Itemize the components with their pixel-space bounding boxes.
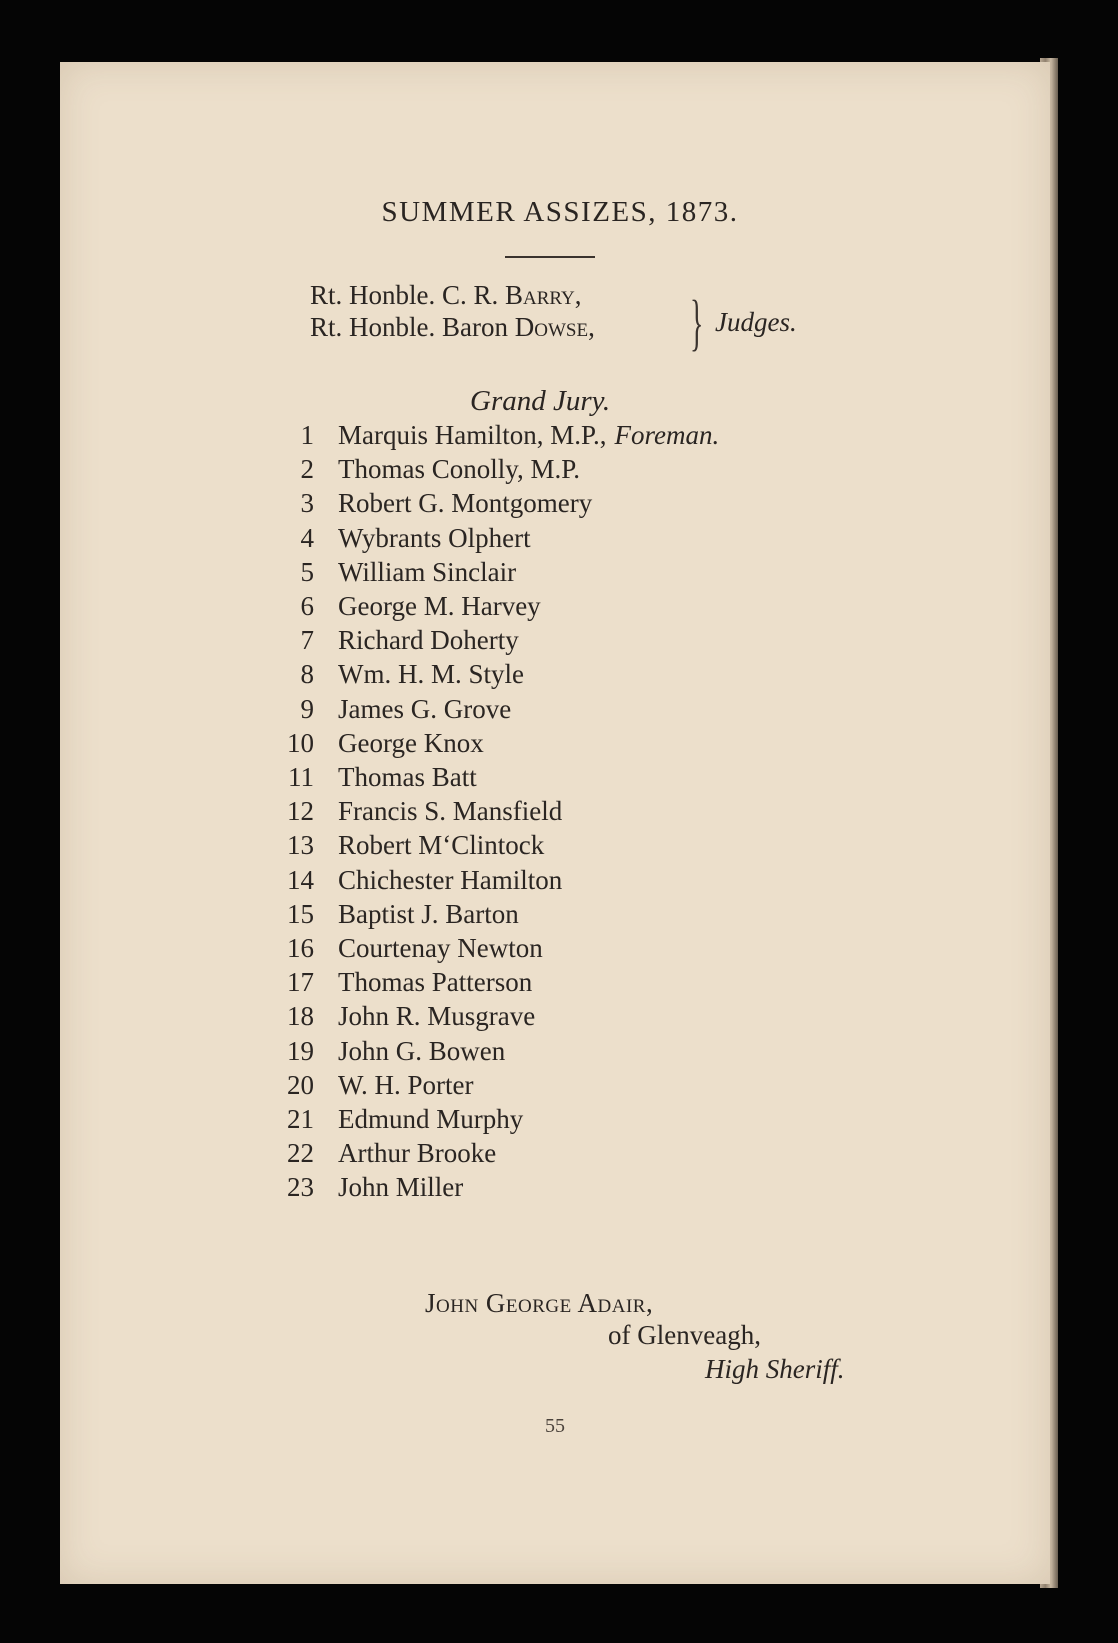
- juror-number: 14: [287, 864, 314, 895]
- juror-number: 20: [287, 1069, 314, 1100]
- juror-number: 16: [287, 933, 314, 963]
- juror-number: 5: [300, 556, 314, 587]
- juror-name: James G. Grove: [338, 693, 512, 724]
- judge-2: [310, 312, 595, 343]
- juror-name: Robert M‘Clintock: [338, 830, 545, 861]
- document-page: [60, 62, 1050, 1584]
- juror-number: 6: [300, 591, 314, 621]
- juror-number: 17: [287, 967, 314, 998]
- judges-brace: }: [690, 289, 704, 357]
- juror-number: 3: [300, 488, 314, 519]
- juror-number: 12: [287, 796, 314, 827]
- sheriff-title: High Sheriff.: [705, 1354, 845, 1384]
- juror-name: John R. Musgrave: [338, 1001, 536, 1032]
- juror-name: John Miller: [338, 1172, 464, 1203]
- judge-2-surname: Dowse: [514, 312, 589, 342]
- juror-number: 10: [287, 727, 314, 758]
- judge-1-suffix: ,: [574, 280, 582, 310]
- juror-name: Robert G. Montgomery: [338, 488, 593, 519]
- juror-number: 21: [287, 1104, 314, 1134]
- juror-name-line: [338, 625, 519, 656]
- juror-name-line: [338, 1104, 523, 1135]
- juror-name-line: [338, 1036, 505, 1067]
- juror-name: Wm. H. M. Style: [338, 659, 524, 690]
- judge-1-surname: Barry: [505, 280, 575, 310]
- juror-number: 2: [300, 454, 314, 485]
- page-number: 55: [545, 1415, 565, 1437]
- juror-name: George M. Harvey: [338, 591, 541, 621]
- juror-name-line: [338, 899, 519, 930]
- juror-number: 7: [300, 625, 314, 656]
- juror-number: 22: [287, 1138, 314, 1169]
- juror-name: W. H. Porter: [338, 1069, 474, 1100]
- juror-number: 19: [287, 1035, 314, 1066]
- juror-name-line: [338, 1138, 496, 1169]
- juror-name: John G. Bowen: [338, 1035, 506, 1066]
- heading-rule: [505, 256, 595, 258]
- juror-name-line: [338, 967, 532, 998]
- judge-1: [310, 280, 582, 311]
- page-heading: SUMMER ASSIZES, 1873.: [381, 196, 739, 228]
- juror-name-line: [338, 933, 543, 964]
- judge-2-suffix: ,: [588, 312, 595, 342]
- juror-name-line: [338, 591, 541, 622]
- juror-name: Wybrants Olphert: [338, 522, 531, 553]
- juror-name-line: [338, 659, 524, 690]
- juror-name: Chichester Hamilton: [338, 864, 563, 895]
- juror-name: Thomas Conolly, M.P.: [338, 454, 581, 485]
- grand-jury-heading: Grand Jury.: [470, 385, 611, 417]
- juror-role: Foreman.: [614, 420, 720, 450]
- juror-number: 11: [288, 762, 314, 792]
- judge-1-prefix: Rt. Honble. C. R.: [310, 280, 506, 310]
- juror-name: Thomas Patterson: [338, 967, 533, 998]
- juror-name-line: [338, 694, 511, 725]
- juror-name-line: [338, 1070, 474, 1101]
- juror-number: 13: [287, 830, 314, 861]
- juror-name-line: [338, 1172, 463, 1203]
- juror-name-line: [338, 762, 477, 793]
- juror-name-line: [338, 865, 562, 896]
- juror-name-line: [338, 454, 580, 485]
- juror-number: 9: [300, 693, 314, 724]
- juror-name: George Knox: [338, 727, 484, 758]
- juror-name-line: [338, 1001, 535, 1032]
- juror-number: 18: [287, 1001, 314, 1032]
- juror-name: Marquis Hamilton, M.P.,: [338, 420, 607, 450]
- juror-number: 8: [300, 659, 314, 690]
- juror-name: Courtenay Newton: [338, 933, 543, 963]
- juror-name: Thomas Batt: [338, 762, 477, 792]
- sheriff-name: John George Adair,: [425, 1288, 654, 1318]
- judge-2-prefix: Rt. Honble. Baron: [310, 312, 515, 342]
- juror-name-line: [338, 728, 484, 759]
- judges-label: Judges.: [715, 307, 797, 337]
- juror-name: William Sinclair: [338, 556, 517, 587]
- juror-name-line: [338, 420, 719, 451]
- juror-name: Francis S. Mansfield: [338, 796, 563, 827]
- juror-name-line: [338, 523, 531, 554]
- juror-name-line: [338, 830, 544, 861]
- juror-number: 1: [300, 420, 314, 450]
- juror-name-line: [338, 557, 516, 588]
- juror-number: 23: [287, 1172, 314, 1203]
- juror-name: Richard Doherty: [338, 625, 519, 656]
- juror-name-line: [338, 796, 562, 827]
- sheriff-place: of Glenveagh,: [608, 1320, 761, 1350]
- juror-name: Baptist J. Barton: [338, 898, 519, 929]
- juror-name: Arthur Brooke: [338, 1138, 497, 1169]
- juror-number: 4: [300, 522, 314, 553]
- juror-number: 15: [287, 898, 314, 929]
- juror-name: Edmund Murphy: [338, 1104, 524, 1134]
- juror-name-line: [338, 488, 592, 519]
